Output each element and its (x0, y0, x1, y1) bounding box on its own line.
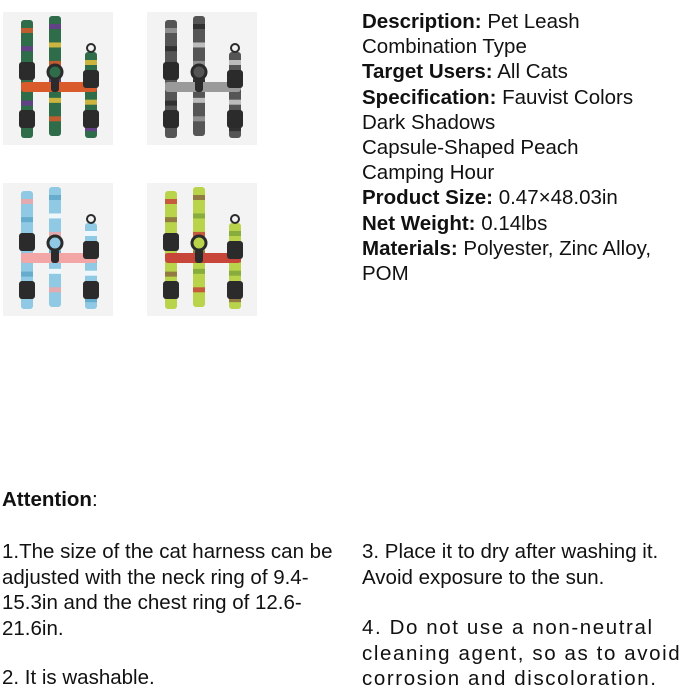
buckle-icon (227, 70, 243, 88)
spec-specification: Specification: Fauvist Colors (362, 85, 634, 109)
buckle-icon (19, 62, 35, 80)
spec-variant: Camping Hour (362, 161, 495, 185)
product-specs (362, 9, 698, 286)
strap-pattern (193, 195, 205, 200)
strap-pattern (21, 272, 33, 277)
strap-pattern (21, 101, 33, 106)
buckle-icon (163, 62, 179, 80)
strap-pattern (49, 98, 61, 103)
loop-icon (87, 44, 95, 52)
buckle-icon (83, 110, 99, 128)
strap-pattern (193, 287, 205, 292)
loop-icon (87, 215, 95, 223)
strap-pattern (21, 199, 33, 204)
strap-pattern (85, 100, 97, 105)
strap-pattern (49, 24, 61, 29)
strap-pattern (85, 60, 97, 65)
buckle-icon (83, 281, 99, 299)
buckle-icon (163, 233, 179, 251)
strap-pattern (193, 42, 205, 47)
spec-variant: Dark Shadows (362, 110, 496, 134)
snap-hook-icon (195, 78, 203, 92)
snap-hook-icon (195, 249, 203, 263)
strap-pattern (49, 195, 61, 200)
strap-pattern (229, 231, 241, 236)
spec-variant: Capsule-Shaped Peach (362, 136, 579, 160)
attention-item-3: 3. Place it to dry after washing it. Avoid exposure to the sun. (362, 540, 659, 589)
strap-pattern (165, 101, 177, 106)
buckle-icon (19, 281, 35, 299)
loop-icon (231, 44, 239, 52)
strap-pattern (21, 217, 33, 222)
strap-pattern (229, 60, 241, 65)
buckle-icon (227, 281, 243, 299)
spec-target-users: Target Users: All Cats (362, 60, 568, 84)
strap-pattern (229, 100, 241, 105)
snap-hook-icon (51, 78, 59, 92)
product-image-dark-shadows (147, 12, 257, 145)
strap-pattern (193, 24, 205, 29)
strap-pattern (49, 116, 61, 121)
strap-pattern (165, 46, 177, 51)
buckle-icon (83, 241, 99, 259)
spec-description: Description: Pet Leash Combination Type (362, 10, 580, 59)
buckle-icon (227, 241, 243, 259)
strap-pattern (49, 269, 61, 274)
strap-pattern (49, 213, 61, 218)
buckle-icon (163, 281, 179, 299)
strap-pattern (193, 98, 205, 103)
loop-icon (231, 215, 239, 223)
strap-pattern (165, 272, 177, 277)
strap-pattern (193, 269, 205, 274)
strap-pattern (85, 231, 97, 236)
strap-pattern (165, 199, 177, 204)
snap-hook-icon (51, 249, 59, 263)
strap-pattern (193, 116, 205, 121)
attention-item-2: 2. It is washable. (2, 666, 155, 689)
strap-pattern (165, 217, 177, 222)
strap-pattern (49, 287, 61, 292)
spec-net-weight: Net Weight: 0.14lbs (362, 211, 548, 235)
attention-item-1: 1.The size of the cat harness can be adjusted with the neck ring of 9.4-15.3in and the chest ring of 12.6-21.6in. (2, 540, 333, 640)
strap-pattern (193, 213, 205, 218)
spec-product-size: Product Size: 0.47×48.03in (362, 186, 618, 210)
strap-pattern (165, 28, 177, 33)
attention-item-4: 4. Do not use a non-neutral cleaning agent, so as to avoid corrosion and discoloration. (362, 616, 682, 690)
strap-pattern (229, 271, 241, 276)
product-image-capsule-peach (3, 183, 113, 316)
buckle-icon (163, 110, 179, 128)
product-image-fauvist (3, 12, 113, 145)
strap-pattern (85, 271, 97, 276)
strap-pattern (21, 28, 33, 33)
buckle-icon (19, 110, 35, 128)
strap-pattern (21, 46, 33, 51)
attention-heading: Attention: (2, 488, 98, 511)
buckle-icon (83, 70, 99, 88)
strap-pattern (49, 42, 61, 47)
spec-materials: Materials: Polyester, Zinc Alloy, POM (362, 236, 652, 286)
buckle-icon (227, 110, 243, 128)
buckle-icon (19, 233, 35, 251)
product-image-camping-hour (147, 183, 257, 316)
